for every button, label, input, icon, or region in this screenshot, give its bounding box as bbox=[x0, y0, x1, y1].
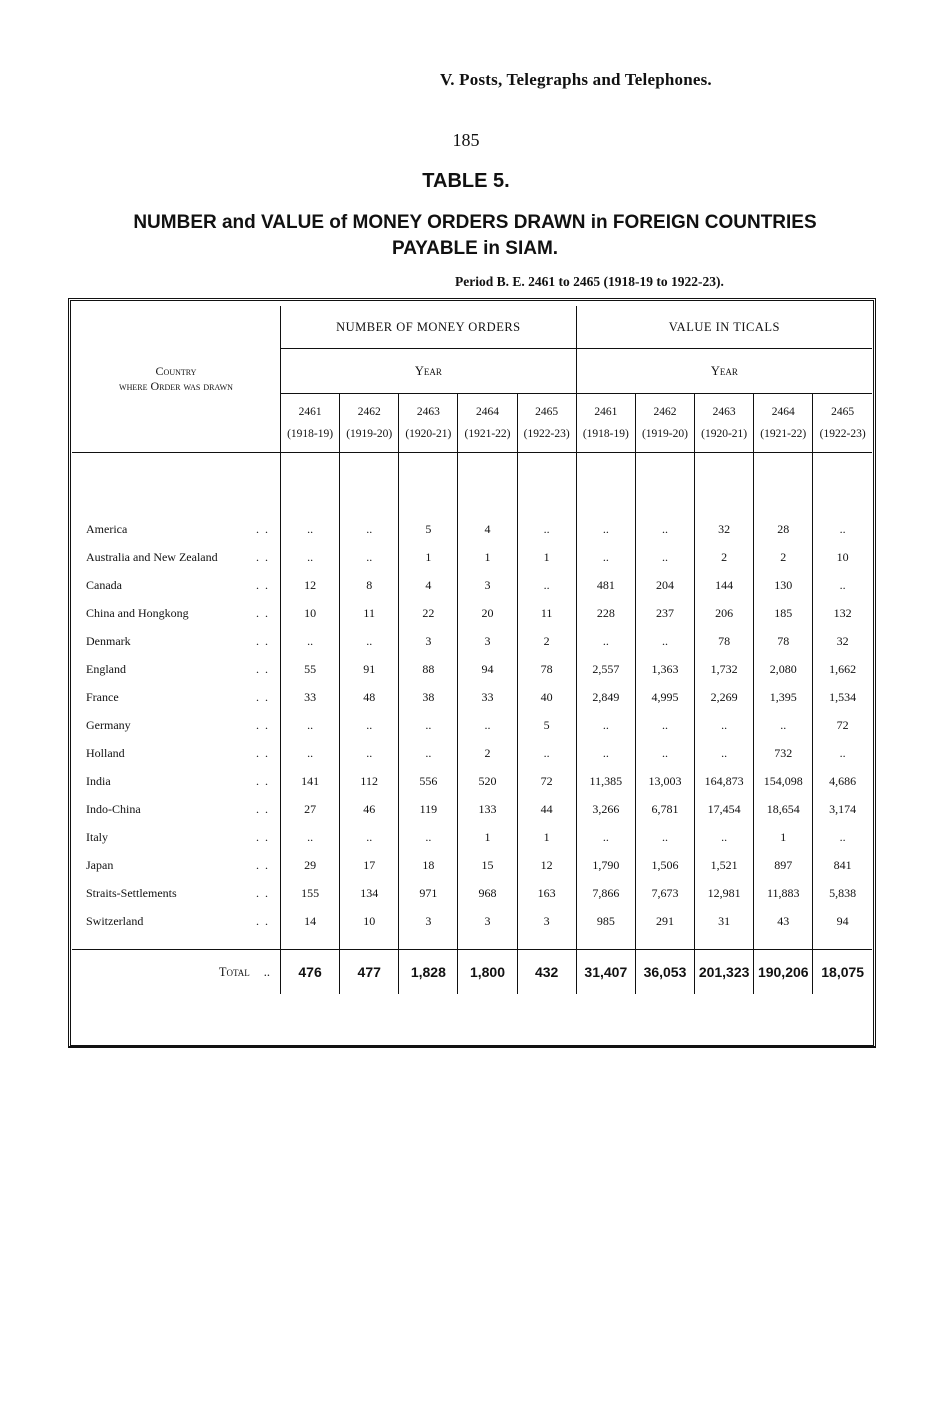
table-title bbox=[110, 210, 840, 262]
value-cell: 154,098 bbox=[754, 767, 813, 795]
spacer-row bbox=[72, 935, 872, 950]
country-name: France bbox=[86, 689, 119, 704]
value-cell: .. bbox=[695, 711, 754, 739]
number-cell: 556 bbox=[399, 767, 458, 795]
money-orders-table bbox=[72, 306, 872, 994]
country-header-line2: where Order was drawn bbox=[119, 379, 233, 393]
table-title-line2: PAYABLE in SIAM. bbox=[391, 238, 559, 259]
leader-dots: .. bbox=[256, 690, 274, 704]
value-cell: 1,732 bbox=[695, 655, 754, 683]
number-cell: 119 bbox=[399, 795, 458, 823]
number-cell: .. bbox=[517, 515, 576, 543]
value-year-0-header bbox=[576, 394, 635, 453]
total-label: Total bbox=[218, 964, 250, 979]
total-row bbox=[72, 950, 872, 995]
number-cell: 968 bbox=[458, 879, 517, 907]
table-row bbox=[72, 571, 872, 599]
value-cell: 94 bbox=[813, 907, 872, 935]
number-cell: 12 bbox=[517, 851, 576, 879]
spacer-row bbox=[72, 453, 872, 516]
table-body bbox=[72, 453, 872, 995]
value-cell: 732 bbox=[754, 739, 813, 767]
leader-dots: .. bbox=[256, 718, 274, 732]
value-cell: 17,454 bbox=[695, 795, 754, 823]
leader-dots: .. bbox=[256, 634, 274, 648]
country-name: Holland bbox=[86, 745, 125, 760]
number-cell: 72 bbox=[517, 767, 576, 795]
country-name: Japan bbox=[86, 857, 114, 872]
leader-dots: .. bbox=[256, 914, 274, 928]
value-cell: .. bbox=[576, 515, 635, 543]
year-be-label: 2464 bbox=[475, 406, 499, 418]
number-cell: 112 bbox=[340, 767, 399, 795]
country-name: India bbox=[86, 773, 111, 788]
country-cell bbox=[72, 683, 281, 711]
total-number-cell: 476 bbox=[281, 950, 340, 995]
page-number: 185 bbox=[452, 130, 480, 150]
value-year-3-header bbox=[754, 394, 813, 453]
number-cell: 78 bbox=[517, 655, 576, 683]
country-cell bbox=[72, 711, 281, 739]
number-cell: .. bbox=[340, 739, 399, 767]
value-cell: 28 bbox=[754, 515, 813, 543]
number-cell: .. bbox=[399, 711, 458, 739]
number-cell: 46 bbox=[340, 795, 399, 823]
number-cell: .. bbox=[281, 711, 340, 739]
value-cell: 481 bbox=[576, 571, 635, 599]
table-label: TABLE 5. bbox=[422, 170, 510, 192]
value-cell: 1,506 bbox=[635, 851, 694, 879]
number-cell: 1 bbox=[517, 823, 576, 851]
country-cell bbox=[72, 571, 281, 599]
value-cell: 185 bbox=[754, 599, 813, 627]
number-cell: .. bbox=[281, 627, 340, 655]
value-cell: 10 bbox=[813, 543, 872, 571]
total-value-cell: 18,075 bbox=[813, 950, 872, 995]
number-cell: .. bbox=[340, 543, 399, 571]
table-row bbox=[72, 851, 872, 879]
year-ce-label: (1921-22) bbox=[760, 428, 807, 440]
value-cell: 2,080 bbox=[754, 655, 813, 683]
leader-dots: .. bbox=[256, 774, 274, 788]
number-year-header: Year bbox=[281, 349, 577, 394]
country-name: America bbox=[86, 521, 128, 536]
value-cell: 78 bbox=[695, 627, 754, 655]
year-be-label: 2463 bbox=[416, 406, 440, 418]
table-row bbox=[72, 599, 872, 627]
number-cell: 4 bbox=[399, 571, 458, 599]
number-cell: 3 bbox=[458, 907, 517, 935]
leader-dots: .. bbox=[256, 550, 274, 564]
value-cell: .. bbox=[635, 515, 694, 543]
table-row bbox=[72, 823, 872, 851]
country-name: England bbox=[86, 661, 126, 676]
year-ce-label: (1918-19) bbox=[287, 428, 334, 440]
country-name: Germany bbox=[86, 717, 131, 732]
number-cell: .. bbox=[340, 627, 399, 655]
country-name: Denmark bbox=[86, 633, 131, 648]
country-cell bbox=[72, 599, 281, 627]
table-row bbox=[72, 543, 872, 571]
number-cell: 88 bbox=[399, 655, 458, 683]
value-cell: .. bbox=[695, 739, 754, 767]
table-row bbox=[72, 767, 872, 795]
number-year-0-header bbox=[281, 394, 340, 453]
year-ce-label: (1919-20) bbox=[641, 428, 688, 440]
number-cell: 27 bbox=[281, 795, 340, 823]
total-number-cell: 477 bbox=[340, 950, 399, 995]
number-cell: 3 bbox=[458, 627, 517, 655]
year-be-label: 2463 bbox=[712, 406, 736, 418]
country-cell bbox=[72, 767, 281, 795]
number-cell: 141 bbox=[281, 767, 340, 795]
total-value-cell: 36,053 bbox=[635, 950, 694, 995]
country-cell bbox=[72, 739, 281, 767]
number-cell: 1 bbox=[458, 543, 517, 571]
table-row bbox=[72, 711, 872, 739]
number-cell: 134 bbox=[340, 879, 399, 907]
leader-dots: .. bbox=[256, 830, 274, 844]
number-year-4-header bbox=[517, 394, 576, 453]
value-cell: 2,557 bbox=[576, 655, 635, 683]
running-head: V. Posts, Telegraphs and Telephones. bbox=[440, 70, 712, 89]
number-cell: 2 bbox=[458, 739, 517, 767]
total-number-cell: 1,828 bbox=[399, 950, 458, 995]
year-be-label: 2461 bbox=[594, 406, 618, 418]
value-cell: 1,521 bbox=[695, 851, 754, 879]
number-cell: .. bbox=[340, 515, 399, 543]
value-cell: .. bbox=[754, 711, 813, 739]
year-be-label: 2465 bbox=[535, 406, 559, 418]
leader-dots: .. bbox=[256, 662, 274, 676]
value-cell: 206 bbox=[695, 599, 754, 627]
year-ce-label: (1920-21) bbox=[405, 428, 452, 440]
number-cell: 3 bbox=[458, 571, 517, 599]
country-name: Italy bbox=[86, 829, 108, 844]
table-row bbox=[72, 627, 872, 655]
number-cell: 12 bbox=[281, 571, 340, 599]
table-row bbox=[72, 515, 872, 543]
table-row bbox=[72, 739, 872, 767]
number-cell: 44 bbox=[517, 795, 576, 823]
leader-dots: .. bbox=[256, 522, 274, 536]
value-group-header: VALUE IN TICALS bbox=[576, 306, 872, 349]
country-cell bbox=[72, 515, 281, 543]
value-cell: 1,790 bbox=[576, 851, 635, 879]
number-cell: .. bbox=[340, 711, 399, 739]
number-cell: 3 bbox=[399, 627, 458, 655]
value-cell: 841 bbox=[813, 851, 872, 879]
number-cell: 11 bbox=[517, 599, 576, 627]
value-cell: 3,174 bbox=[813, 795, 872, 823]
value-cell: 11,883 bbox=[754, 879, 813, 907]
country-cell bbox=[72, 879, 281, 907]
number-cell: .. bbox=[281, 823, 340, 851]
value-cell: .. bbox=[635, 627, 694, 655]
number-cell: 33 bbox=[281, 683, 340, 711]
value-year-1-header bbox=[635, 394, 694, 453]
value-cell: 6,781 bbox=[635, 795, 694, 823]
total-value-cell: 190,206 bbox=[754, 950, 813, 995]
value-cell: 1,395 bbox=[754, 683, 813, 711]
country-name: China and Hongkong bbox=[86, 605, 189, 620]
country-name: Switzerland bbox=[86, 913, 144, 928]
year-ce-label: (1919-20) bbox=[346, 428, 393, 440]
leader-dots: .. bbox=[256, 746, 274, 760]
table-row bbox=[72, 655, 872, 683]
value-cell: .. bbox=[813, 739, 872, 767]
value-cell: 1 bbox=[754, 823, 813, 851]
value-year-header: Year bbox=[576, 349, 872, 394]
country-cell bbox=[72, 795, 281, 823]
number-cell: .. bbox=[281, 739, 340, 767]
leader-dots: .. bbox=[256, 886, 274, 900]
value-cell: 132 bbox=[813, 599, 872, 627]
value-cell: 164,873 bbox=[695, 767, 754, 795]
number-cell: 91 bbox=[340, 655, 399, 683]
country-cell bbox=[72, 823, 281, 851]
number-cell: 94 bbox=[458, 655, 517, 683]
number-cell: 1 bbox=[517, 543, 576, 571]
value-cell: 72 bbox=[813, 711, 872, 739]
value-cell: .. bbox=[695, 823, 754, 851]
value-cell: 985 bbox=[576, 907, 635, 935]
value-cell: 5,838 bbox=[813, 879, 872, 907]
number-cell: 3 bbox=[399, 907, 458, 935]
year-ce-label: (1918-19) bbox=[582, 428, 629, 440]
value-cell: 32 bbox=[813, 627, 872, 655]
value-cell: 3,266 bbox=[576, 795, 635, 823]
table-row bbox=[72, 879, 872, 907]
number-cell: 38 bbox=[399, 683, 458, 711]
country-cell bbox=[72, 627, 281, 655]
total-value-cell: 31,407 bbox=[576, 950, 635, 995]
number-cell: 40 bbox=[517, 683, 576, 711]
value-cell: 237 bbox=[635, 599, 694, 627]
value-cell: 13,003 bbox=[635, 767, 694, 795]
value-cell: 2 bbox=[754, 543, 813, 571]
year-be-label: 2462 bbox=[357, 406, 381, 418]
value-cell: 897 bbox=[754, 851, 813, 879]
value-cell: 31 bbox=[695, 907, 754, 935]
number-cell: 18 bbox=[399, 851, 458, 879]
number-cell: 3 bbox=[517, 907, 576, 935]
country-name: Straits-Settlements bbox=[86, 885, 177, 900]
number-cell: .. bbox=[281, 515, 340, 543]
number-cell: 971 bbox=[399, 879, 458, 907]
number-cell: 2 bbox=[517, 627, 576, 655]
country-cell bbox=[72, 543, 281, 571]
number-cell: 10 bbox=[340, 907, 399, 935]
country-column-header bbox=[72, 306, 281, 453]
number-cell: .. bbox=[517, 571, 576, 599]
value-cell: 1,363 bbox=[635, 655, 694, 683]
value-cell: .. bbox=[576, 711, 635, 739]
country-cell bbox=[72, 907, 281, 935]
table-row bbox=[72, 907, 872, 935]
value-cell: 1,662 bbox=[813, 655, 872, 683]
number-cell: 5 bbox=[399, 515, 458, 543]
value-cell: 144 bbox=[695, 571, 754, 599]
year-be-label: 2465 bbox=[831, 406, 855, 418]
table-row bbox=[72, 683, 872, 711]
number-cell: 33 bbox=[458, 683, 517, 711]
value-cell: .. bbox=[576, 823, 635, 851]
number-cell: 1 bbox=[399, 543, 458, 571]
country-cell bbox=[72, 851, 281, 879]
value-cell: .. bbox=[635, 543, 694, 571]
leader-dots: .. bbox=[256, 578, 274, 592]
leader-dots: .. bbox=[256, 606, 274, 620]
total-label-cell bbox=[72, 950, 281, 995]
table-title-line1: NUMBER and VALUE of MONEY ORDERS DRAWN in FOREIGN COUNTRIES bbox=[133, 212, 817, 233]
value-cell: .. bbox=[813, 515, 872, 543]
value-cell: 1,534 bbox=[813, 683, 872, 711]
year-be-label: 2464 bbox=[771, 406, 795, 418]
year-be-label: 2461 bbox=[298, 406, 322, 418]
number-cell: 17 bbox=[340, 851, 399, 879]
number-cell: 133 bbox=[458, 795, 517, 823]
value-cell: 32 bbox=[695, 515, 754, 543]
leader-dots: .. bbox=[256, 858, 274, 872]
number-year-2-header bbox=[399, 394, 458, 453]
number-cell: 8 bbox=[340, 571, 399, 599]
country-name: Australia and New Zealand bbox=[86, 549, 218, 564]
value-cell: .. bbox=[813, 571, 872, 599]
year-ce-label: (1922-23) bbox=[523, 428, 570, 440]
number-cell: 155 bbox=[281, 879, 340, 907]
number-cell: .. bbox=[458, 711, 517, 739]
number-cell: 5 bbox=[517, 711, 576, 739]
value-cell: 18,654 bbox=[754, 795, 813, 823]
value-cell: .. bbox=[813, 823, 872, 851]
value-cell: 2,269 bbox=[695, 683, 754, 711]
value-cell: .. bbox=[576, 739, 635, 767]
total-value-cell: 201,323 bbox=[695, 950, 754, 995]
number-cell: 14 bbox=[281, 907, 340, 935]
value-cell: .. bbox=[635, 739, 694, 767]
number-cell: .. bbox=[399, 739, 458, 767]
country-name: Canada bbox=[86, 577, 122, 592]
number-cell: 15 bbox=[458, 851, 517, 879]
total-number-cell: 432 bbox=[517, 950, 576, 995]
country-header-line1: Country bbox=[155, 364, 197, 378]
number-group-header: NUMBER OF MONEY ORDERS bbox=[281, 306, 577, 349]
leader-dots: .. bbox=[256, 802, 274, 816]
bottom-rule bbox=[68, 1046, 876, 1047]
value-cell: 228 bbox=[576, 599, 635, 627]
number-cell: 163 bbox=[517, 879, 576, 907]
value-cell: 43 bbox=[754, 907, 813, 935]
value-cell: .. bbox=[576, 627, 635, 655]
leader-dots: .. bbox=[263, 964, 270, 979]
value-cell: 291 bbox=[635, 907, 694, 935]
number-year-1-header bbox=[340, 394, 399, 453]
country-name: Indo-China bbox=[86, 801, 141, 816]
value-cell: 11,385 bbox=[576, 767, 635, 795]
period-note: Period B. E. 2461 to 2465 (1918-19 to 1922-23). bbox=[455, 274, 724, 289]
year-ce-label: (1920-21) bbox=[701, 428, 748, 440]
country-cell bbox=[72, 655, 281, 683]
number-cell: .. bbox=[399, 823, 458, 851]
value-cell: 4,995 bbox=[635, 683, 694, 711]
value-cell: 4,686 bbox=[813, 767, 872, 795]
value-cell: 78 bbox=[754, 627, 813, 655]
number-cell: 20 bbox=[458, 599, 517, 627]
value-year-2-header bbox=[695, 394, 754, 453]
number-cell: .. bbox=[281, 543, 340, 571]
value-cell: .. bbox=[576, 543, 635, 571]
total-number-cell: 1,800 bbox=[458, 950, 517, 995]
number-cell: 22 bbox=[399, 599, 458, 627]
number-cell: 48 bbox=[340, 683, 399, 711]
number-cell: 520 bbox=[458, 767, 517, 795]
value-year-4-header bbox=[813, 394, 872, 453]
value-cell: .. bbox=[635, 823, 694, 851]
number-cell: 29 bbox=[281, 851, 340, 879]
value-cell: .. bbox=[635, 711, 694, 739]
value-cell: 130 bbox=[754, 571, 813, 599]
number-cell: 4 bbox=[458, 515, 517, 543]
table-row bbox=[72, 795, 872, 823]
year-ce-label: (1922-23) bbox=[819, 428, 866, 440]
year-ce-label: (1921-22) bbox=[464, 428, 511, 440]
value-cell: 12,981 bbox=[695, 879, 754, 907]
value-cell: 7,866 bbox=[576, 879, 635, 907]
number-cell: 10 bbox=[281, 599, 340, 627]
value-cell: 2 bbox=[695, 543, 754, 571]
year-be-label: 2462 bbox=[653, 406, 677, 418]
number-year-3-header bbox=[458, 394, 517, 453]
number-cell: 1 bbox=[458, 823, 517, 851]
number-cell: 11 bbox=[340, 599, 399, 627]
value-cell: 204 bbox=[635, 571, 694, 599]
number-cell: .. bbox=[340, 823, 399, 851]
value-cell: 7,673 bbox=[635, 879, 694, 907]
value-cell: 2,849 bbox=[576, 683, 635, 711]
number-cell: .. bbox=[517, 739, 576, 767]
number-cell: 55 bbox=[281, 655, 340, 683]
